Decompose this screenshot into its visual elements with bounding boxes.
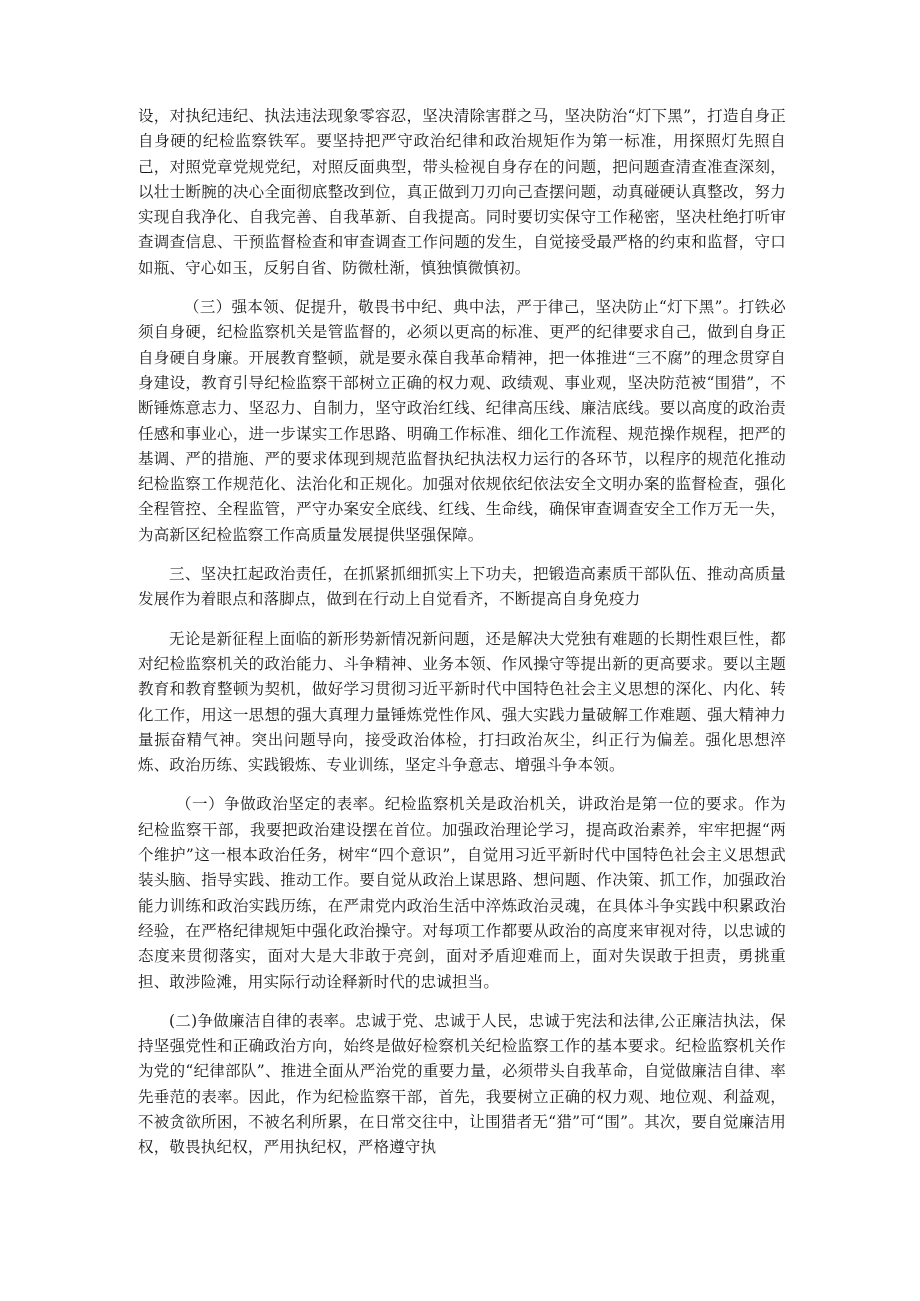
paragraph-sub-one-political-firmness: （一）争做政治坚定的表率。纪检监察机关是政治机关，讲政治是第一位的要求。作为纪检监察干部，我要把政治建设摆在首位。加强政治理论学习，提高政治素养，牢牢把握“两个维护”这一根本政治任务，树牢“四个意识”，自觉用习近平新时代中国特色社会主义思想武装头脑、指导实践、推动工作。要自觉从政治上谋思路、想问题、作决策、抓工作，加强政治能力训练和政治实践历练，在严肃党内政治生活中淬炼政治灵魂，在具体斗争实践中积累政治经验，在严格纪律规矩中强化政治操守。对每项工作都要从政治的高度来审视对待，以忠诚的态度来贯彻落实，面对大是大非敢于亮剑，面对矛盾迎难而上，面对失误敢于担责，勇挑重担、敢涉险滩，用实际行动诠释新时代的忠诚担当。 — [138, 795, 786, 991]
paragraph-section-three-intro: 无论是新征程上面临的新形势新情况新问题，还是解决大党独有难题的长期性艰巨性，都对纪检监察机关的政治能力、斗争精神、业务本领、作风操守等提出新的更高要求。要以主题教育和教育整顿为契机，做好学习贯彻习近平新时代中国特色社会主义思想的深化、内化、转化工作，用这一思想的强大真理力量锤炼党性作风、强大实践力量破解工作难题、强大精神力量振奋精气神。突出问题导向，接受政治体检，打扫政治灰尘，纠正行为偏差。强化思想淬炼、政治历练、实践锻炼、专业训练，坚定斗争意志、增强斗争本领。 — [138, 629, 786, 775]
document-body — [138, 104, 786, 1175]
paragraph-section-three-sub-three: （三）强本领、促提升，敬畏书中纪、典中法，严于律己，坚决防止“灯下黑”。打铁必须自身硬，纪检监察机关是管监督的，必须以更高的标准、更严的纪律要求自己，做到自身正自身硬自身廉。开展教育整顿，就是要永葆自我革命精神，把一体推进“三不腐”的理念贯穿自身建设，教育引导纪检监察干部树立正确的权力观、政绩观、事业观，坚决防范被“围猎”，不断锤炼意志力、坚忍力、自制力，坚守政治红线、纪律高压线、廉洁底线。要以高度的政治责任感和事业心，进一步谋实工作思路、明确工作标准、细化工作流程、规范操作规程，把严的基调、严的措施、严的要求体现到规范监督执纪执法权力运行的各环节，以程序的规范化推动纪检监察工作规范化、法治化和正规化。加强对依规依纪依法安全文明办案的监督检查，强化全程管控、全程监管，严守办案安全底线、红线、生命线，确保审查调查安全工作万无一失，为高新区纪检监察工作高质量发展提供坚强保障。 — [138, 298, 786, 544]
heading-section-three: 三、坚决扛起政治责任，在抓紧抓细抓实上下功夫，把锻造高素质干部队伍、推动高质量发展作为着眼点和落脚点，做到在行动上自觉看齐，不断提高自身免疫力 — [138, 565, 786, 609]
paragraph-sub-two-integrity: (二)争做廉洁自律的表率。忠诚于党、忠诚于人民，忠诚于宪法和法律,公正廉洁执法，保持坚强党性和正确政治方向，始终是做好检察机关纪检监察工作的基本要求。纪检监察机关作为党的“纪律部队”、推进全面从严治党的重要力量，必须带头自我革命，自觉做廉洁自律、率先垂范的表率。因此，作为纪检监察干部，首先，我要树立正确的权力观、地位观、利益观，不被贪欲所困，不被名利所累，在日常交往中，让围猎者无“猎”可“围”。其次，要自觉廉洁用权，敬畏执纪权，严用执纪权，严格遵守执 — [138, 1011, 786, 1157]
paragraph-continuation: 设，对执纪违纪、执法违法现象零容忍，坚决清除害群之马，坚决防治“灯下黑”，打造自身正自身硬的纪检监察铁军。要坚持把严守政治纪律和政治规矩作为第一标准，用探照灯先照自己，对照党章党规党纪，对照反面典型，带头检视自身存在的问题，把问题查清查准查深刻，以壮士断腕的决心全面彻底整改到位，真正做到刀刃向己查摆问题，动真碰硬认真整改，努力实现自我净化、自我完善、自我革新、自我提高。同时要切实保守工作秘密，坚决杜绝打听审查调查信息、干预监督检查和审查调查工作问题的发生，自觉接受最严格的约束和监督，守口如瓶、守心如玉，反躬自省、防微杜渐，慎独慎微慎初。 — [138, 107, 786, 277]
